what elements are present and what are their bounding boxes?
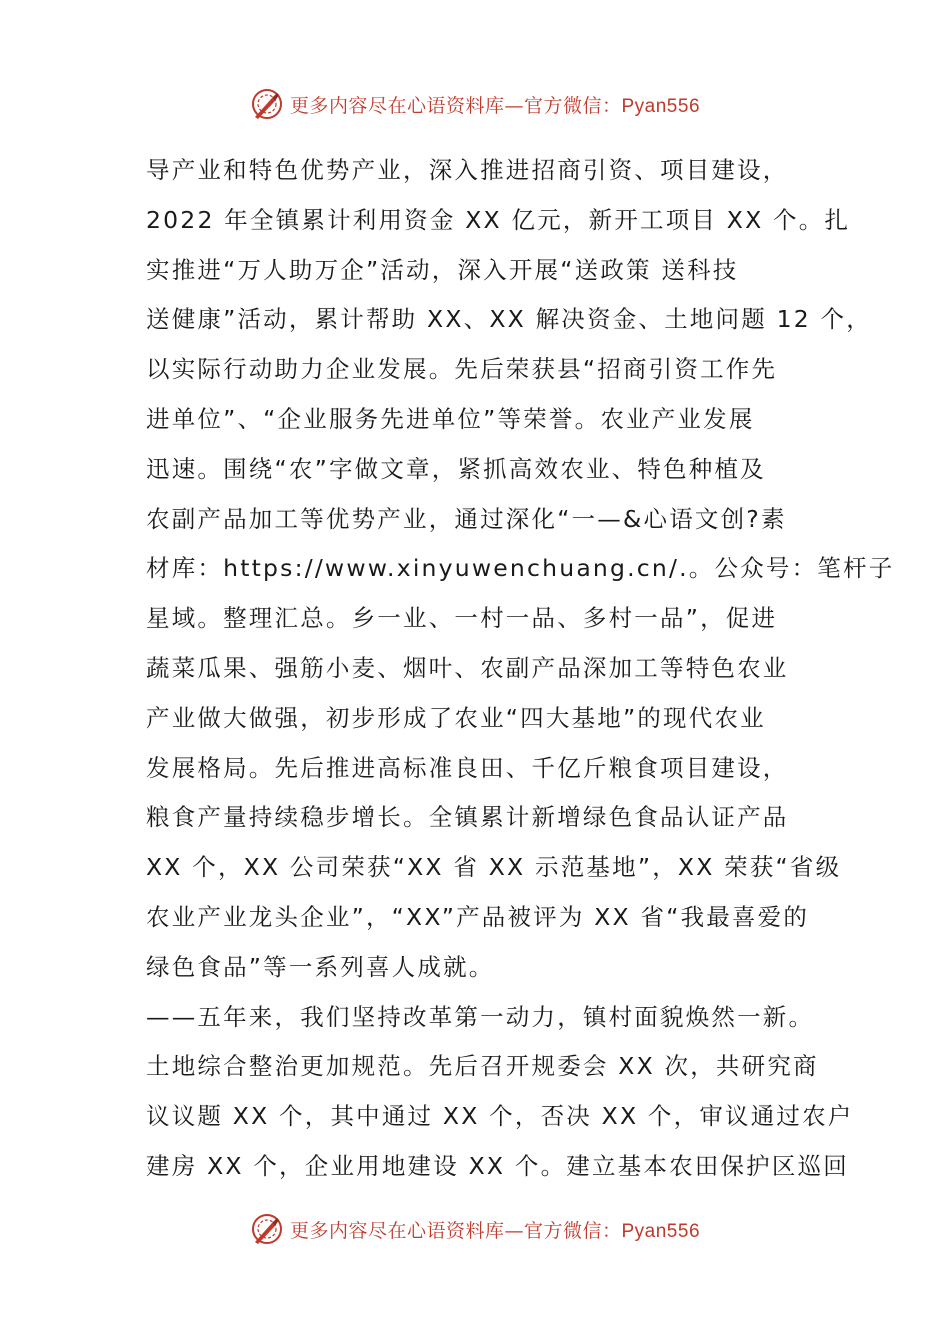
header-brand	[250, 87, 700, 121]
body-line: 材库：https://www.xinyuwenchuang.cn/.。公众号：笔杆子	[146, 554, 895, 583]
footer-brand-text	[290, 1216, 700, 1243]
body-line: 议议题 XX 个，其中通过 XX 个，否决 XX 个，审议通过农户	[146, 1102, 854, 1131]
body-line: 蔬菜瓜果、强筋小麦、烟叶、农副产品深加工等特色农业	[146, 653, 789, 682]
header-brand-text	[290, 91, 700, 118]
body-line: 迅速。围绕“农”字做文章，紧抓高效农业、特色种植及	[146, 454, 766, 483]
document-body	[146, 146, 895, 1192]
body-line: 实推进“万人助万企”活动，深入开展“送政策 送科技	[146, 255, 739, 284]
body-line: 送健康”活动，累计帮助 XX、XX 解决资金、土地问题 12 个，	[146, 305, 872, 334]
footer-wechat-id: Pyan556	[621, 1220, 701, 1242]
brand-logo-icon	[250, 1212, 284, 1246]
body-line: 农业产业龙头企业”，“XX”产品被评为 XX 省“我最喜爱的	[146, 902, 810, 931]
page-footer	[0, 1207, 950, 1251]
brand-logo-icon	[250, 87, 284, 121]
body-line: 2022 年全镇累计利用资金 XX 亿元，新开工项目 XX 个。扎	[146, 205, 851, 234]
page-header	[0, 82, 950, 126]
body-line: 以实际行动助力企业发展。先后荣获县“招商引资工作先	[146, 355, 778, 384]
body-line: 发展格局。先后推进高标准良田、千亿斤粮食项目建设，	[146, 753, 789, 782]
body-line: ——五年来，我们坚持改革第一动力，镇村面貌焕然一新。	[146, 1002, 815, 1031]
header-brand-prefix: 更多内容尽在心语资料库—官方微信：	[289, 94, 622, 117]
body-line: 土地综合整治更加规范。先后召开规委会 XX 次，共研究商	[146, 1052, 819, 1081]
body-line: 产业做大做强，初步形成了农业“四大基地”的现代农业	[146, 703, 766, 732]
body-line: 星域。整理汇总。乡一业、一村一品、多村一品”，促进	[146, 604, 778, 633]
body-line: 粮食产量持续稳步增长。全镇累计新增绿色食品认证产品	[146, 803, 789, 832]
body-line: 绿色食品”等一系列喜人成就。	[146, 952, 495, 981]
body-line: 建房 XX 个，企业用地建设 XX 个。建立基本农田保护区巡回	[146, 1151, 849, 1180]
footer-brand-prefix: 更多内容尽在心语资料库—官方微信：	[289, 1219, 622, 1242]
body-line: XX 个，XX 公司荣获“XX 省 XX 示范基地”，XX 荣获“省级	[146, 853, 842, 882]
body-line: 进单位”、“企业服务先进单位”等荣誉。农业产业发展	[146, 404, 755, 433]
header-wechat-id: Pyan556	[621, 95, 701, 117]
body-line: 农副产品加工等优势产业，通过深化“一—&心语文创?素	[146, 504, 787, 533]
body-line: 导产业和特色优势产业，深入推进招商引资、项目建设，	[146, 156, 789, 184]
footer-brand	[250, 1212, 700, 1246]
